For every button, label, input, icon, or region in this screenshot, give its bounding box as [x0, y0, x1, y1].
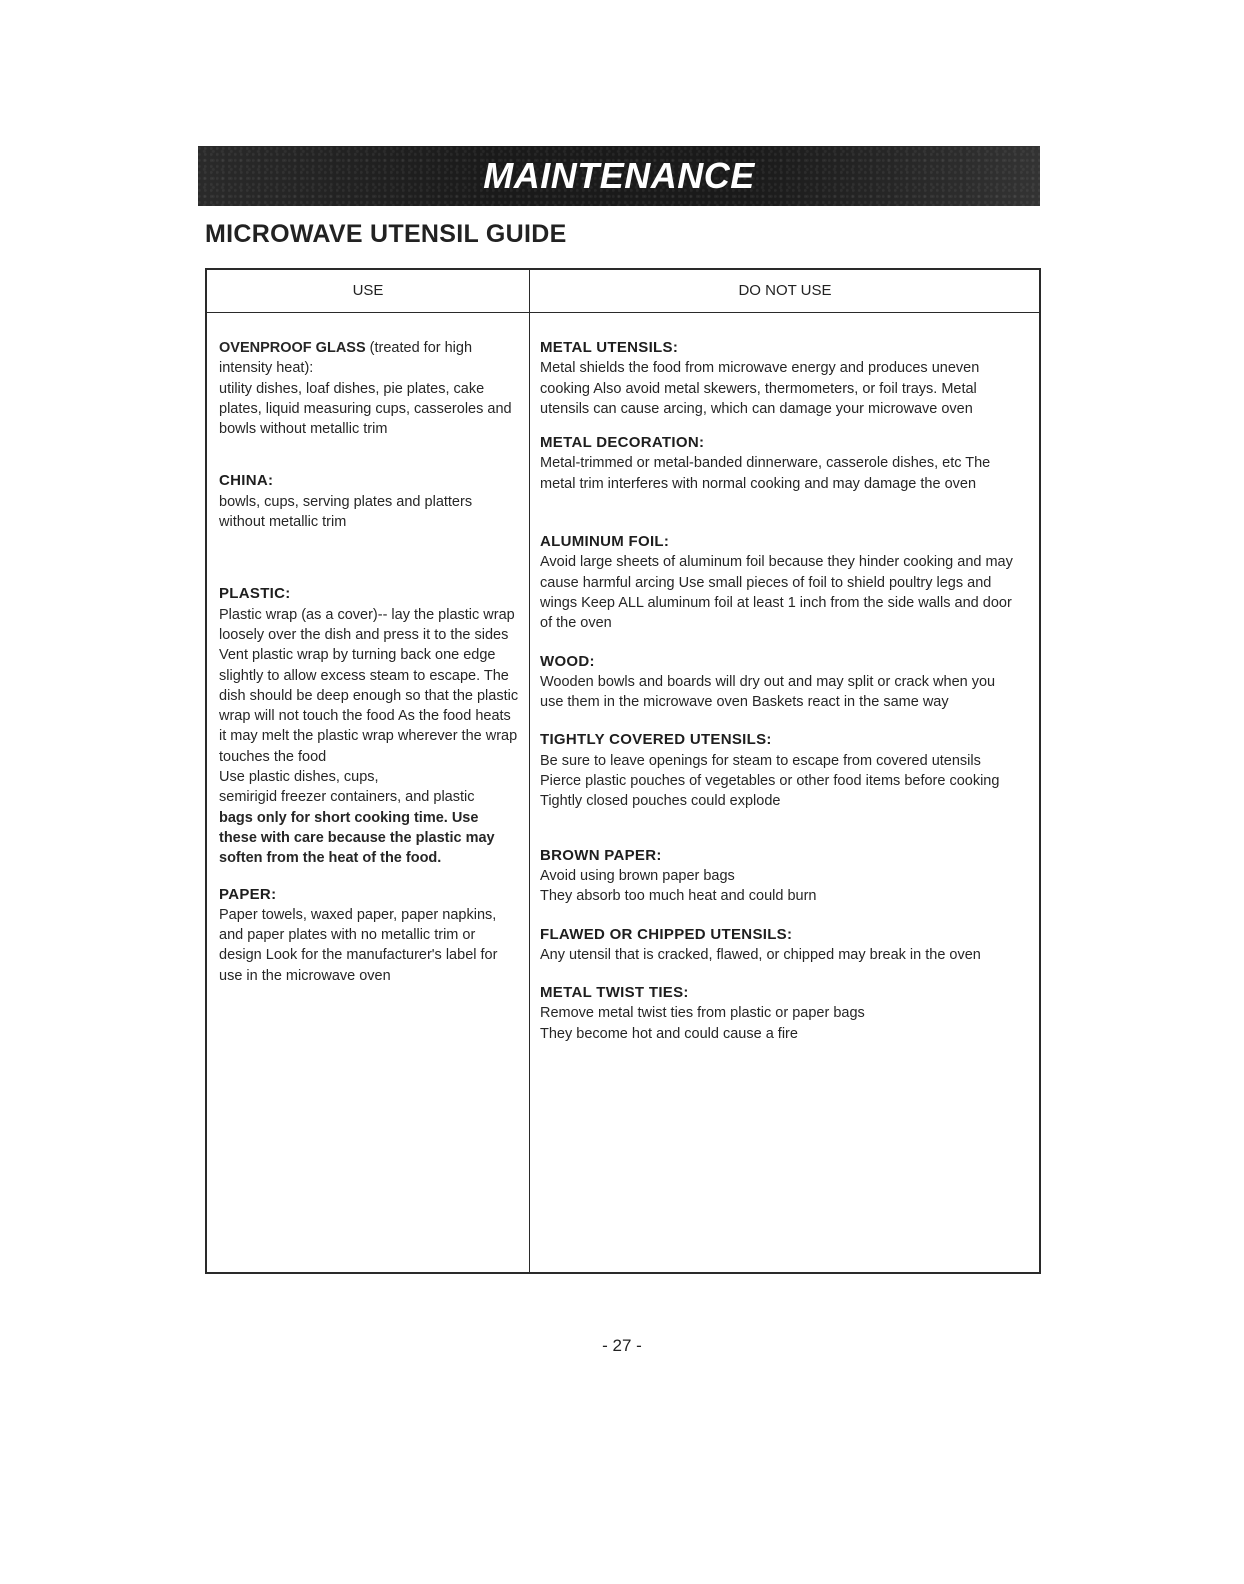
- maintenance-banner: [198, 146, 1040, 206]
- entry-text: They absorb too much heat and could burn: [540, 888, 817, 905]
- section-title: MICROWAVE UTENSIL GUIDE: [205, 220, 567, 248]
- entry-text: Vent plastic wrap by turning back one edge slightly to allow excess steam to escape. The dish should be deep enough so that the plastic wrap will not touch the food As the food heats it may melt the plastic wrap wherever the wrap touches the food: [219, 647, 519, 765]
- entry-text: Metal-trimmed or metal-banded dinnerware, casserole dishes, etc The metal trim interferes with normal cooking and may damage the oven: [540, 455, 991, 492]
- entry-text: Avoid large sheets of aluminum foil because they hinder cooking and may cause harmful arcing Use small pieces of foil to shield poultry legs and wings Keep ALL aluminum foil at least 1 inch from the side walls and door of the oven: [540, 554, 1013, 632]
- entry-metal-twist-ties: [540, 983, 1020, 1044]
- entry-text: Use plastic dishes, cups,: [219, 769, 379, 786]
- use-column: [219, 338, 519, 986]
- entry-text: They become hot and could cause a fire: [540, 1025, 798, 1042]
- entry-text: Any utensil that is cracked, flawed, or chipped may break in the oven: [540, 946, 981, 963]
- entry-plastic: [219, 584, 519, 868]
- entry-heading: PAPER:: [219, 885, 277, 903]
- entry-text: bowls, cups, serving plates and platters without metallic trim: [219, 493, 473, 531]
- column-divider: [529, 270, 530, 1272]
- entry-text: Metal shields the food from microwave energy and produces uneven cooking Also avoid metal skewers, thermometers, or foil trays. Metal utensils can cause arcing, which can damage your microwave oven: [540, 360, 980, 417]
- entry-wood: [540, 652, 1020, 713]
- entry-heading: WOOD:: [540, 652, 595, 670]
- entry-heading: PLASTIC:: [219, 585, 291, 603]
- entry-paper: [219, 885, 519, 986]
- entry-heading: OVENPROOF GLASS: [219, 340, 366, 356]
- entry-heading: TIGHTLY COVERED UTENSILS:: [540, 731, 772, 749]
- entry-heading: METAL TWIST TIES:: [540, 984, 689, 1002]
- entry-text: utility dishes, loaf dishes, pie plates, cake plates, liquid measuring cups, casseroles and bowls without metallic trim: [219, 380, 512, 438]
- entry-text: Avoid using brown paper bags: [540, 867, 735, 884]
- entry-aluminum-foil: [540, 532, 1020, 633]
- entry-note: (treated for high intensity heat):: [219, 340, 473, 377]
- do-not-use-column: [540, 338, 1020, 1044]
- entry-brown-paper: [540, 846, 1020, 907]
- entry-china: [219, 471, 519, 532]
- entry-metal-utensils: [540, 338, 1020, 419]
- entry-text: Paper towels, waxed paper, paper napkins, and paper plates with no metallic trim or design Look for the manufacturer's label for use in the microwave oven: [219, 906, 498, 984]
- column-header-do-not-use: DO NOT USE: [738, 282, 832, 299]
- entry-heading: BROWN PAPER:: [540, 846, 662, 864]
- entry-metal-decoration: [540, 433, 1020, 494]
- banner-title: MAINTENANCE: [483, 155, 755, 196]
- entry-ovenproof-glass: [219, 338, 519, 439]
- entry-tightly-covered: [540, 730, 1020, 811]
- entry-heading: CHINA:: [219, 472, 274, 490]
- header-rule: [207, 312, 1039, 313]
- entry-text: Plastic wrap (as a cover)-- lay the plastic wrap loosely over the dish and press it to the sides: [219, 606, 515, 643]
- utensil-guide-table: [205, 268, 1041, 1274]
- entry-heading: METAL DECORATION:: [540, 434, 705, 452]
- entry-text: Remove metal twist ties from plastic or paper bags: [540, 1005, 865, 1022]
- entry-text: semirigid freezer containers, and plastic: [219, 789, 475, 806]
- entry-heading: METAL UTENSILS:: [540, 339, 679, 356]
- entry-flawed-utensils: [540, 925, 1020, 966]
- column-header-use: USE: [352, 282, 384, 299]
- entry-warning: bags only for short cooking time. Use these with care because the plastic may soften from the heat of the food.: [219, 809, 495, 867]
- entry-heading: FLAWED OR CHIPPED UTENSILS:: [540, 925, 793, 943]
- entry-heading: ALUMINUM FOIL:: [540, 533, 670, 551]
- page-number: - 27 -: [602, 1336, 642, 1355]
- entry-text: Wooden bowls and boards will dry out and may split or crack when you use them in the microwave oven Baskets react in the same way: [540, 673, 996, 711]
- entry-text: Be sure to leave openings for steam to escape from covered utensils Pierce plastic pouches of vegetables or other food items before cooking Tightly closed pouches could explode: [540, 752, 1000, 810]
